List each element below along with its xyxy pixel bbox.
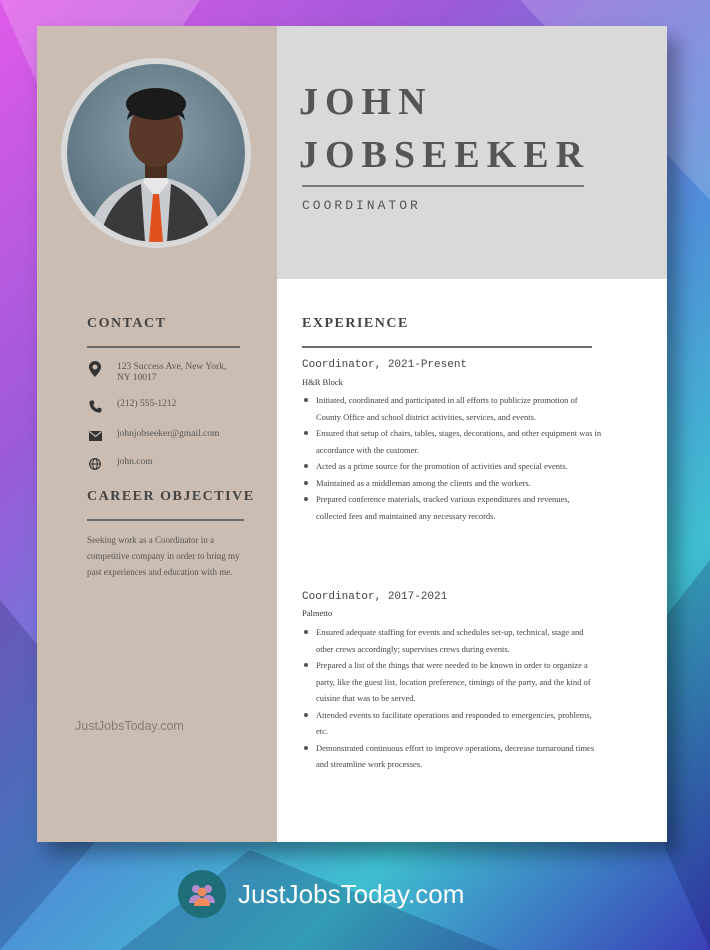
list-item: Demonstrated continuous effort to improve operations, decrease turnaround times and streamline work processes. xyxy=(302,740,602,773)
list-item: Prepared a list of the things that were needed to be known in order to organize a party, like the guest list, location preference, timings of the party, and the kind of cuisine that was to be served. xyxy=(302,657,602,707)
name-last: JOBSEEKER xyxy=(299,134,591,176)
profile-photo xyxy=(67,64,245,242)
contact-divider xyxy=(87,346,240,348)
company-name: H&R Block xyxy=(302,377,343,387)
resume-page xyxy=(37,26,667,842)
brand-logo[interactable] xyxy=(178,870,226,918)
name-first: JOHN xyxy=(299,81,433,123)
list-item: Maintained as a middleman among the clients and the workers. xyxy=(302,475,602,492)
list-item: Prepared conference materials, tracked various expenditures and revenues, collected fees and maintained any necessary records. xyxy=(302,491,602,524)
email-text: johnjobseeker@gmail.com xyxy=(117,429,220,439)
name-divider xyxy=(302,185,584,187)
website-text: john.com xyxy=(117,457,153,467)
job-title: Coordinator, 2017-2021 xyxy=(302,591,448,603)
globe-icon xyxy=(87,457,103,471)
list-item: Ensured that setup of chairs, tables, stages, decorations, and other equipment was in accordance with the customer. xyxy=(302,425,602,458)
contact-phone xyxy=(87,399,237,413)
list-item: Initiated, coordinated and participated in all efforts to publicize promotion of County Office and school district activities, services, and events. xyxy=(302,392,602,425)
list-item: Ensured adequate staffing for events and schedules set-up, technical, stage and other crews accordingly; supervises crews during events. xyxy=(302,624,602,657)
company-name: Palmetto xyxy=(302,608,333,618)
people-logo-icon xyxy=(187,881,217,907)
contact-address xyxy=(87,362,237,384)
contact-heading: CONTACT xyxy=(87,316,167,331)
watermark: JustJobsToday.com xyxy=(75,719,184,733)
experience-divider xyxy=(302,346,592,348)
job-title: Coordinator, 2021-Present xyxy=(302,359,468,371)
phone-text: (212) 555-1212 xyxy=(117,399,177,409)
profile-photo-frame xyxy=(61,58,251,248)
contact-website xyxy=(87,457,237,471)
job-bullets xyxy=(302,624,602,773)
objective-text: Seeking work as a Coordinator in a competitive company in order to bring my past experiences and education with me. xyxy=(87,535,240,577)
brand-link[interactable]: JustJobsToday.com xyxy=(238,879,465,909)
list-item: Attended events to facilitate operations and responded to emergencies, problems, etc. xyxy=(302,707,602,740)
contact-email xyxy=(87,429,237,443)
email-icon xyxy=(87,429,103,443)
location-pin-icon xyxy=(87,362,103,376)
address-text: 123 Success Ave, New York, NY 10017 xyxy=(117,362,227,383)
objective-heading: CAREER OBJECTIVE xyxy=(87,489,255,504)
list-item: Acted as a prime source for the promotion of activities and special events. xyxy=(302,458,602,475)
objective-divider xyxy=(87,519,244,521)
job-bullets xyxy=(302,392,602,524)
phone-icon xyxy=(87,399,103,413)
experience-heading: EXPERIENCE xyxy=(302,316,409,331)
job-role: COORDINATOR xyxy=(302,198,421,213)
